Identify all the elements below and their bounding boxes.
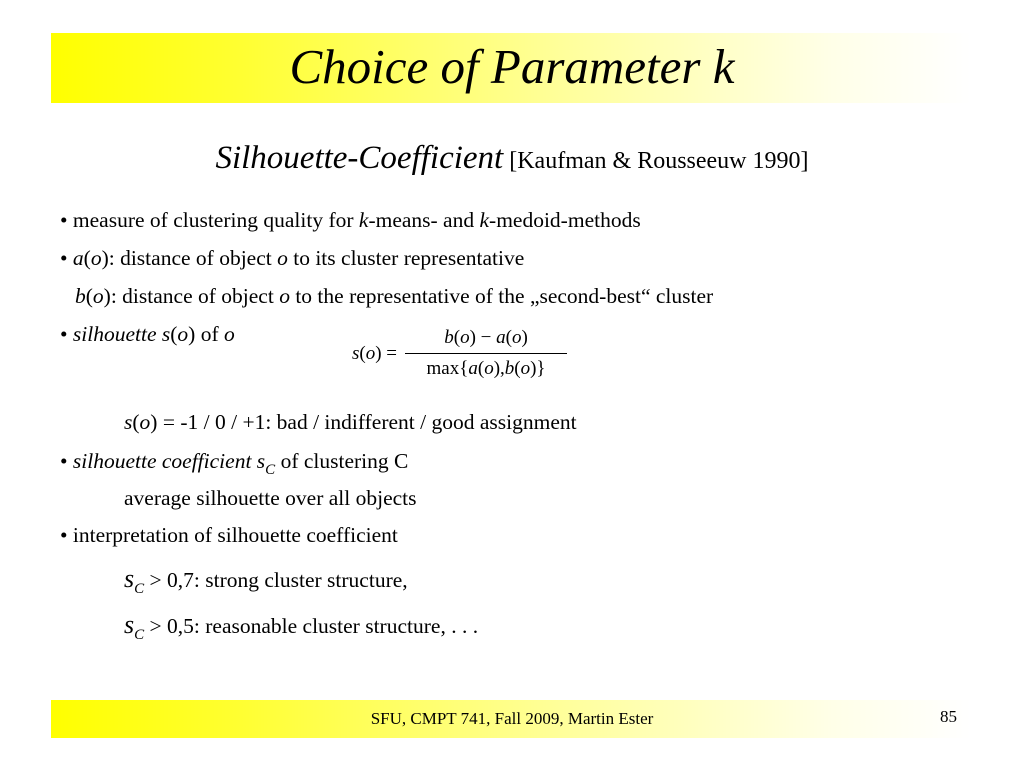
interpretation-reasonable: $s_C > 0,5$: reasonable cluster structure, . . . xyxy=(124,610,479,643)
interpretation-strong: $s_C > 0,7$: strong cluster structure, xyxy=(124,564,408,597)
subtitle-main: Silhouette-Coefficient xyxy=(215,140,504,176)
bullet-silhouette: • silhouette s(o) of o xyxy=(60,322,235,346)
formula-fraction xyxy=(405,326,567,381)
bullet-distance-b: b(o): distance of object o to the representative of the „second-best“ cluster xyxy=(75,284,714,308)
slide-title: Choice of Parameter k xyxy=(289,39,735,94)
bullet-interpretation: • interpretation of silhouette coefficient xyxy=(60,523,398,547)
bullet-distance-a: • a(o): distance of object o to its cluster representative xyxy=(60,246,525,270)
formula-lhs: s(o) = xyxy=(352,342,398,364)
silhouette-formula xyxy=(352,326,567,381)
slide-subtitle xyxy=(0,138,1024,181)
bullet-silhouette-coefficient: • silhouette coefficient $s_C$ of clustering C xyxy=(60,449,409,478)
bullet-clustering-quality: • measure of clustering quality for k-means- and k-medoid-methods xyxy=(60,208,641,232)
formula-numerator: b(o) − a(o) xyxy=(405,326,567,354)
page-number: 85 xyxy=(940,707,957,726)
coefficient-note: average silhouette over all objects xyxy=(124,486,417,510)
silhouette-values-note: s(o) = -1 / 0 / +1: bad / indifferent / good assignment xyxy=(124,410,577,434)
footer-text: SFU, CMPT 741, Fall 2009, Martin Ester xyxy=(370,709,654,728)
formula-denominator: max{a(o),b(o)} xyxy=(426,358,546,379)
subtitle-reference: [Kaufman & Rousseeuw 1990] xyxy=(509,148,809,174)
